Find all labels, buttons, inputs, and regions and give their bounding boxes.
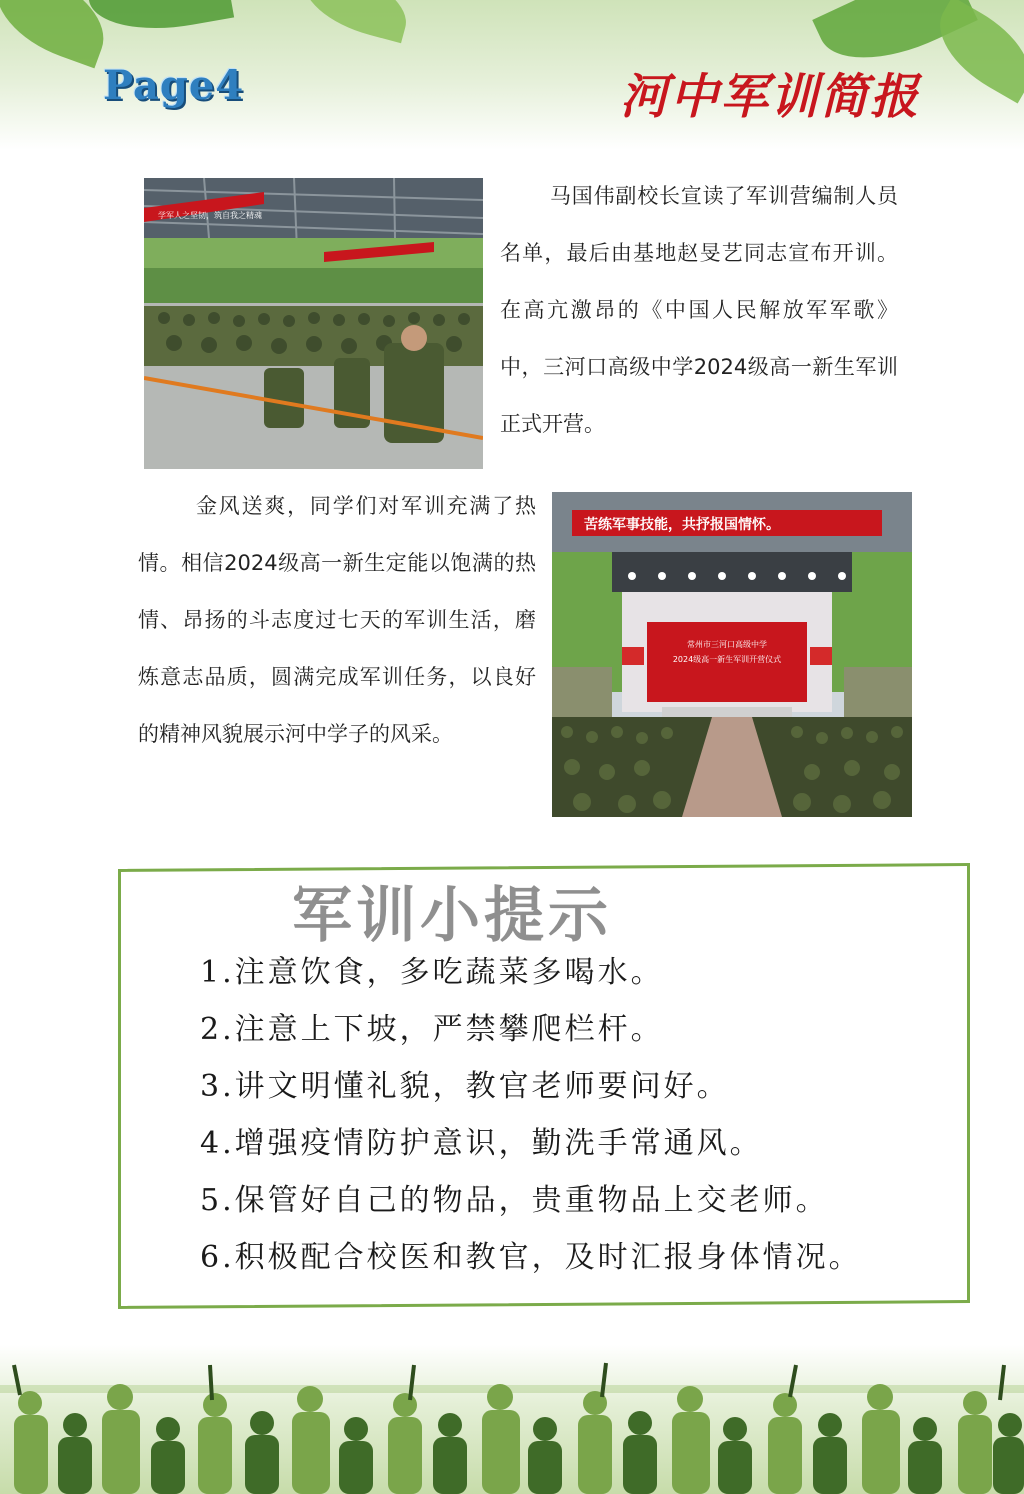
photo-seated-students xyxy=(144,178,483,469)
masthead-title: 河中军训简报 xyxy=(620,69,921,125)
photo2-banner-text: 苦练军事技能，共抒报国情怀。 xyxy=(584,517,780,533)
list-item: 5.保管好自己的物品，贵重物品上交老师。 xyxy=(200,1183,829,1218)
soldier-silhouettes-graphic xyxy=(0,1345,1024,1494)
tips-title: 军训小提示 xyxy=(292,881,612,951)
list-item: 2.注意上下坡，严禁攀爬栏杆。 xyxy=(200,1012,664,1047)
photo-seated-students-image xyxy=(144,178,483,469)
leaf-decoration xyxy=(295,0,415,43)
article-paragraph-2: 金风送爽，同学们对军训充满了热情。相信2024级高一新生定能以饱满的热情、昂扬的斗志度过七天的军训生活，磨炼意志品质，圆满完成军训任务，以良好的精神风貌展示河中学子的风采。 xyxy=(138,494,536,746)
article-paragraph-1: 马国伟副校长宣读了军训营编制人员名单，最后由基地赵旻艺同志宣布开训。在高亢激昂的《中国人民解放军军歌》中，三河口高级中学2024级高一新生军训正式开营。 xyxy=(500,184,898,436)
header-banner xyxy=(0,0,1024,150)
soldier-silhouette-row xyxy=(14,1363,1024,1494)
photo-opening-ceremony xyxy=(552,492,912,817)
page-label: Page4 xyxy=(103,62,245,109)
list-item: 3.讲文明懂礼貌，教官老师要问好。 xyxy=(200,1069,730,1104)
list-item: 1.注意饮食，多吃蔬菜多喝水。 xyxy=(200,955,664,990)
tips-list xyxy=(200,944,862,1286)
photo-opening-ceremony-image xyxy=(552,492,912,817)
photo2-screen-line-1: 常州市三河口高级中学 xyxy=(687,640,767,649)
footer-soldiers-decoration xyxy=(0,1345,1024,1494)
list-item: 6.积极配合校医和教官，及时汇报身体情况。 xyxy=(200,1240,862,1275)
photo1-banner-text: 学军人之坚韧，筑自我之精魂 xyxy=(158,211,262,220)
leaf-decoration xyxy=(86,0,234,42)
list-item: 4.增强疫情防护意识，勤洗手常通风。 xyxy=(200,1126,763,1161)
photo2-screen-line-2: 2024级高一新生军训开营仪式 xyxy=(672,655,782,664)
